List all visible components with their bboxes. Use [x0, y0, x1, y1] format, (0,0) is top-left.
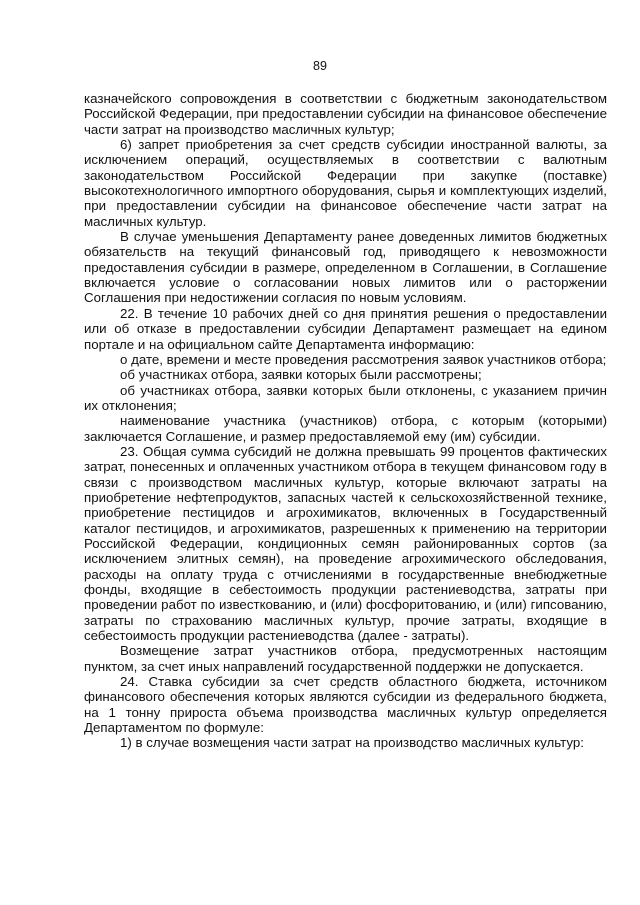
- paragraph-item-6: 6) запрет приобретения за счет средств субсидии иностранной валюты, за исключением операций, осуществляемых в соответствии с валютным законодательством Российской Федерации при закупке (поставке) высокотехнологичного импортного оборудования, сырья и комплектующих изделий, при предоставлении субсидии на финансовое обеспечение части затрат на масличных культур.: [84, 137, 607, 229]
- paragraph-24-item-1: 1) в случае возмещения части затрат на производство масличных культур:: [120, 735, 584, 751]
- paragraph-reimbursement: Возмещение затрат участников отбора, предусмотренных настоящим пунктом, за счет иных направлений государственной поддержки не допускается.: [84, 643, 607, 674]
- paragraph-info-rejected: об участниках отбора, заявки которых были отклонены, с указанием причин их отклонения;: [84, 382, 607, 413]
- paragraph-22: 22. В течение 10 рабочих дней со дня принятия решения о предоставлении или об отказе в предоставлении субсидии Департамент размещает на едином портале и на официальном сайте Департамента информацию:: [84, 305, 607, 352]
- paragraph-23: 23. Общая сумма субсидий не должна превышать 99 процентов фактических затрат, понесенных и оплаченных участником отбора в текущем финансовом году в связи с производством масличных культур, которые включают затраты на приобретение нефтепродуктов, запасных частей к сельскохозяйственной технике, приобретение пестицидов и агрохимикатов, включенных в Государственный каталог пестицидов, и агрохимикатов, разрешенных к применению на территории Российской Федерации, кондиционных семян районированных сортов (за исключением элитных семян), на проведение агрохимического обследования, расходы на оплату труда с отчислениями в государственные внебюджетные фонды, входящие в себестоимость продукции растениеводства, затраты при проведении работ по известкованию, и (или) фосфоритованию, и (или) гипсованию, затраты по страхованию масличных культур, прочие затраты, входящие в себестоимость продукции растениеводства (далее - затраты).: [84, 443, 607, 644]
- document-body: [84, 91, 607, 751]
- paragraph-info-reviewed: об участниках отбора, заявки которых были рассмотрены;: [120, 367, 482, 383]
- paragraph-info-date: о дате, времени и месте проведения рассмотрения заявок участников отбора;: [120, 351, 607, 367]
- paragraph-info-agreement: наименование участника (участников) отбора, с которым (которыми) заключается Соглашение, и размер предоставляемой ему (им) субсидии.: [84, 413, 607, 444]
- paragraph-limits-reduction: В случае уменьшения Департаменту ранее доведенных лимитов бюджетных обязательств на текущий финансовый год, приводящего к невозможности предоставления субсидии в размере, определенном в Соглашении, в Соглашение включается условие о согласовании новых лимитов или о расторжении Соглашения при недостижении согласия по новым условиям.: [84, 229, 607, 306]
- page-number: 89: [313, 59, 327, 73]
- paragraph-continuation: казначейского сопровождения в соответствии с бюджетным законодательством Российской Федерации, при предоставлении субсидии на финансовое обеспечение части затрат на производство масличных культур;: [84, 91, 607, 137]
- paragraph-24: 24. Ставка субсидии за счет средств областного бюджета, источником финансового обеспечения которых являются субсидии из федерального бюджета, на 1 тонну прироста объема производства масличных культур определяется Департаментом по формуле:: [84, 674, 607, 736]
